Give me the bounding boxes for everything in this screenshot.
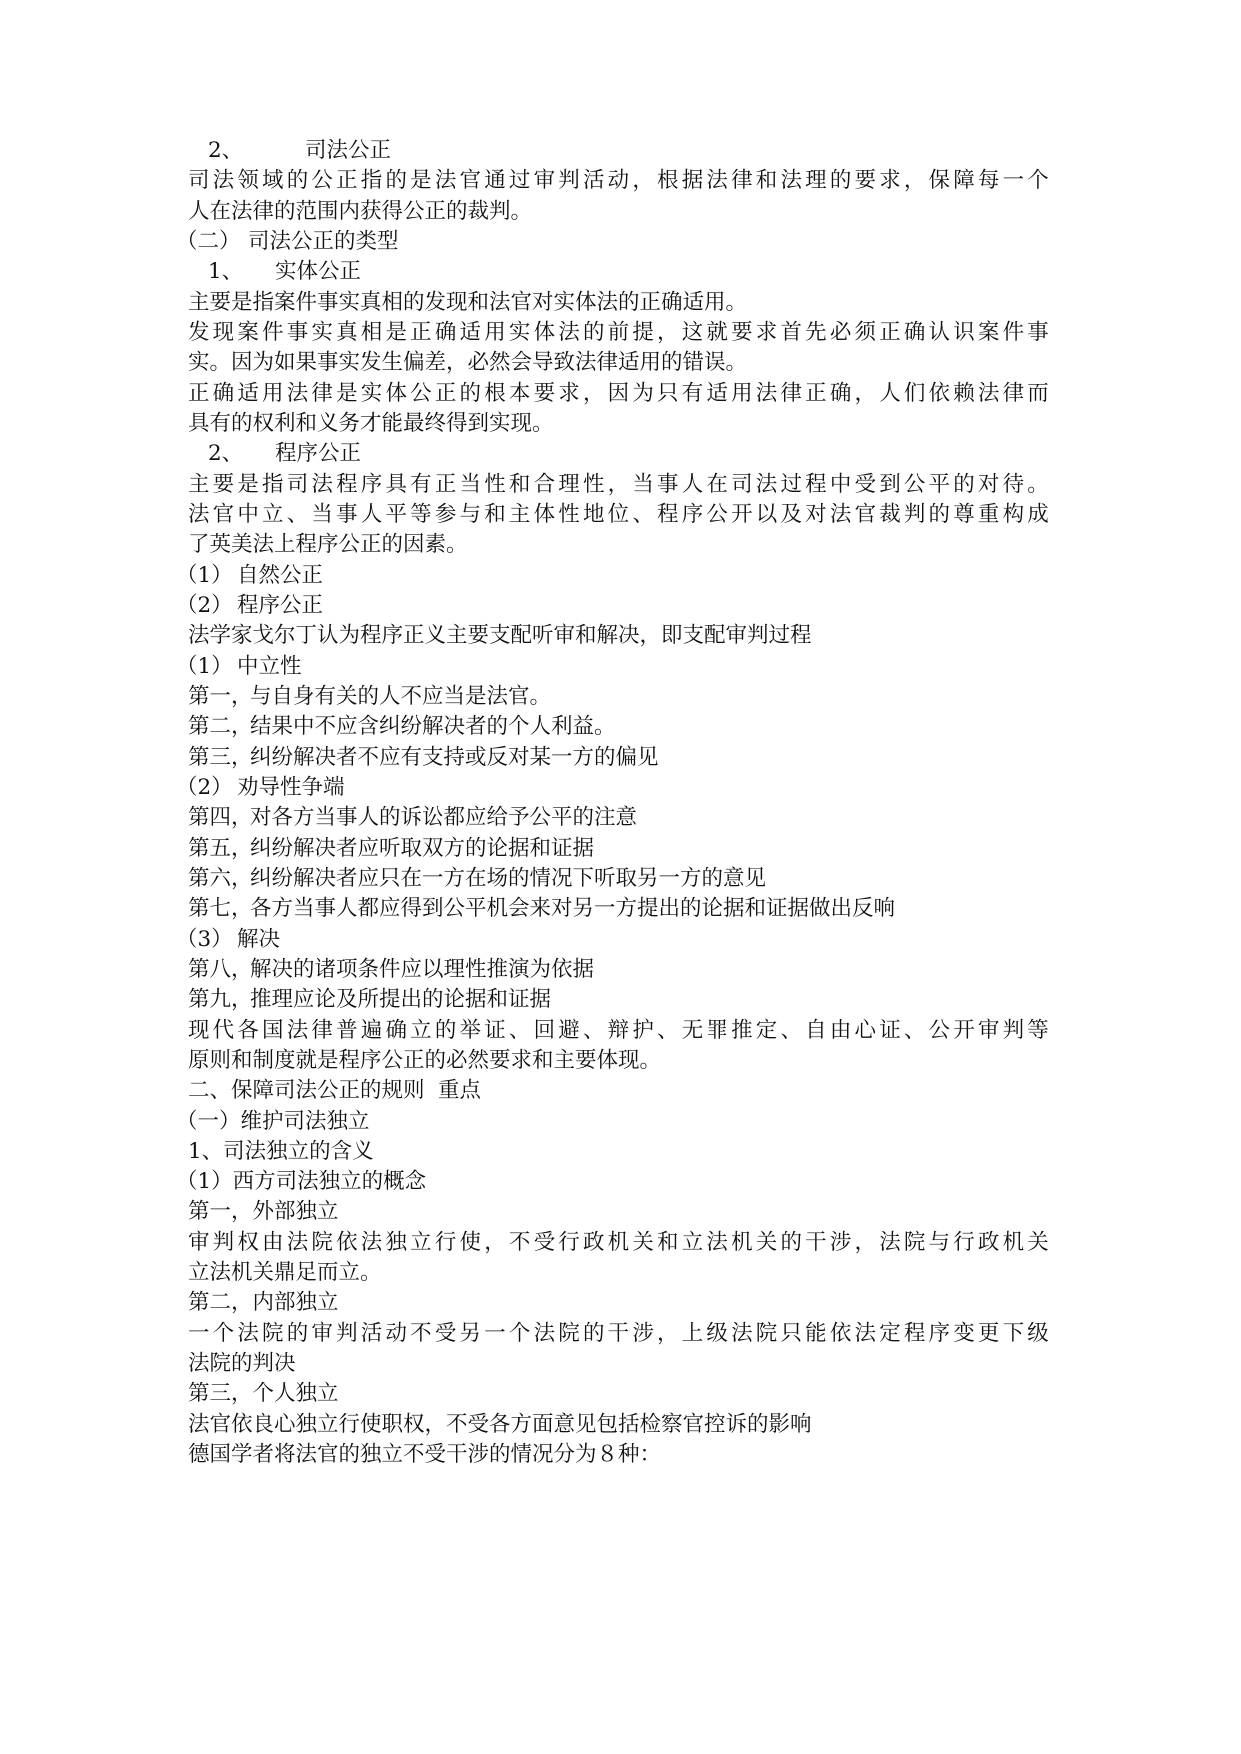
ordinal-text: 各方当事人都应得到公平机会来对另一方提出的论据和证据做出反响 — [250, 896, 896, 922]
subheading-line — [188, 439, 1068, 469]
chapter-heading-line — [188, 1076, 1068, 1106]
paragraph-text: 主要是指司法程序具有正当性和合理性，当事人在司法过程中受到公平的对待。 — [188, 471, 1052, 497]
ordinal-label: 第九， — [188, 987, 253, 1013]
text-line — [188, 1197, 1068, 1227]
text-line — [188, 409, 1068, 439]
point-heading: 第二，内部独立 — [188, 1290, 339, 1316]
ordinal-item — [188, 834, 1068, 864]
list-number: （1） — [176, 653, 233, 679]
key-point-note: 重点 — [438, 1078, 482, 1104]
text-line — [188, 470, 1068, 500]
ordinal-label: 第三， — [188, 744, 253, 770]
ordinal-text: 结果中不应含纠纷解决者的个人利益。 — [250, 714, 616, 740]
ordinal-text: 纠纷解决者应听取双方的论据和证据 — [250, 835, 595, 861]
text-line — [188, 379, 1068, 409]
text-line — [188, 288, 1068, 318]
paragraph-text: 德国学者将法官的独立不受干涉的情况分为８种： — [188, 1442, 662, 1468]
ordinal-item — [188, 712, 1068, 742]
paragraph-text: 人在法律的范围内获得公正的裁判。 — [188, 198, 533, 224]
paragraph-text: 实。因为如果事实发生偏差，必然会导致法律适用的错误。 — [188, 350, 748, 376]
text-line — [188, 621, 1068, 651]
list-text: 程序公正 — [237, 592, 324, 618]
chapter-heading: 二、保障司法公正的规则 — [188, 1078, 425, 1104]
paragraph-text: 审判权由法院依法独立行使，不受行政机关和立法机关的干涉，法院与行政机关 — [188, 1229, 1052, 1255]
ordinal-label: 第六， — [188, 865, 253, 891]
text-line — [188, 318, 1068, 348]
paragraph-text: 了英美法上程序公正的因素。 — [188, 532, 468, 558]
ordinal-label: 第五， — [188, 835, 253, 861]
item-number: 2、 — [208, 138, 244, 163]
paragraph-text: 法学家戈尔丁认为程序正义主要支配听审和解决，即支配审判过程 — [188, 623, 812, 649]
subheading-text: 司法公正 — [305, 138, 392, 163]
text-line — [188, 1258, 1068, 1288]
paragraph-text: 具有的权利和义务才能最终得到实现。 — [188, 410, 554, 436]
list-item — [176, 561, 1068, 591]
paragraph-text: 正确适用法律是实体公正的根本要求，因为只有适用法律正确，人们依赖法律而 — [188, 380, 1052, 406]
subheading-text: 实体公正 — [275, 259, 362, 285]
paragraph-text: 主要是指案件事实真相的发现和法官对实体法的正确适用。 — [188, 289, 748, 315]
list-number: （2） — [176, 774, 233, 800]
point-heading: 第一，外部独立 — [188, 1199, 339, 1225]
item-number: 2、 — [208, 441, 244, 467]
text-line — [188, 530, 1068, 560]
text-line — [188, 1379, 1068, 1409]
text-line — [176, 1167, 1068, 1197]
ordinal-item — [188, 743, 1068, 773]
ordinal-text: 纠纷解决者应只在一方在场的情况下听取另一方的意见 — [250, 865, 767, 891]
ordinal-text: 解决的诸项条件应以理性推演为依据 — [250, 956, 595, 982]
list-item — [176, 925, 1068, 955]
list-text: 解决 — [237, 926, 281, 952]
text-line — [188, 1349, 1068, 1379]
text-line — [188, 1046, 1068, 1076]
section-number: （二） — [176, 228, 241, 254]
paragraph-text: 现代各国法律普遍确立的举证、回避、辩护、无罪推定、自由心证、公开审判等 — [188, 1017, 1052, 1043]
ordinal-item — [188, 864, 1068, 894]
paragraph-text: 原则和制度就是程序公正的必然要求和主要体现。 — [188, 1047, 662, 1073]
ordinal-label: 第二， — [188, 714, 253, 740]
list-number: （2） — [176, 592, 233, 618]
text-line — [188, 1440, 1068, 1470]
list-number: （1） — [176, 562, 233, 588]
list-item — [176, 591, 1068, 621]
list-item — [176, 652, 1068, 682]
text-line — [188, 197, 1068, 227]
list-item — [176, 773, 1068, 803]
list-number: （3） — [176, 926, 233, 952]
ordinal-item — [188, 803, 1068, 833]
paragraph-text: 法官依良心独立行使职权，不受各方面意见包括检察官控诉的影响 — [188, 1411, 812, 1437]
subsection-heading: （1）西方司法独立的概念 — [176, 1169, 427, 1195]
section-heading-line — [176, 227, 1068, 257]
subsection-heading: 1、司法独立的含义 — [188, 1138, 374, 1164]
paragraph-text: 一个法院的审判活动不受另一个法院的干涉，上级法院只能依法定程序变更下级 — [188, 1320, 1052, 1346]
paragraph-text: 发现案件事实真相是正确适用实体法的前提，这就要求首先必须正确认识案件事 — [188, 319, 1052, 345]
ordinal-item — [188, 682, 1068, 712]
ordinal-item — [188, 985, 1068, 1015]
text-line — [176, 1107, 1068, 1137]
text-line — [188, 1319, 1068, 1349]
subheading-line — [188, 257, 1068, 287]
ordinal-label: 第四， — [188, 805, 253, 831]
text-line — [188, 1288, 1068, 1318]
text-line — [188, 1137, 1068, 1167]
section-heading: （一）维护司法独立 — [176, 1108, 370, 1134]
paragraph-text: 立法机关鼎足而立。 — [188, 1260, 382, 1286]
ordinal-text: 纠纷解决者不应有支持或反对某一方的偏见 — [250, 744, 659, 770]
paragraph-text: 司法领域的公正指的是法官通过审判活动，根据法律和法理的要求，保障每一个 — [188, 168, 1052, 194]
paragraph-text: 法院的判决 — [188, 1351, 296, 1377]
ordinal-label: 第一， — [188, 683, 253, 709]
point-heading: 第三，个人独立 — [188, 1381, 339, 1407]
ordinal-text: 与自身有关的人不应当是法官。 — [250, 683, 552, 709]
list-text: 劝导性争端 — [237, 774, 345, 800]
text-line — [188, 348, 1068, 378]
ordinal-text: 推理应论及所提出的论据和证据 — [250, 987, 552, 1013]
text-line — [188, 166, 1068, 196]
ordinal-label: 第八， — [188, 956, 253, 982]
subheading-line — [188, 136, 1068, 166]
subheading-text: 程序公正 — [275, 441, 362, 467]
text-line — [188, 1228, 1068, 1258]
text-line — [188, 1016, 1068, 1046]
section-title: 司法公正的类型 — [248, 228, 399, 254]
ordinal-item — [188, 894, 1068, 924]
list-text: 自然公正 — [237, 562, 324, 588]
paragraph-text: 法官中立、当事人平等参与和主体性地位、程序公开以及对法官裁判的尊重构成 — [188, 501, 1052, 527]
document-body — [176, 136, 1068, 1470]
list-text: 中立性 — [237, 653, 302, 679]
text-line — [188, 500, 1068, 530]
text-line — [188, 1410, 1068, 1440]
ordinal-label: 第七， — [188, 896, 253, 922]
item-number: 1、 — [208, 259, 244, 285]
ordinal-item — [188, 955, 1068, 985]
ordinal-text: 对各方当事人的诉讼都应给予公平的注意 — [250, 805, 638, 831]
